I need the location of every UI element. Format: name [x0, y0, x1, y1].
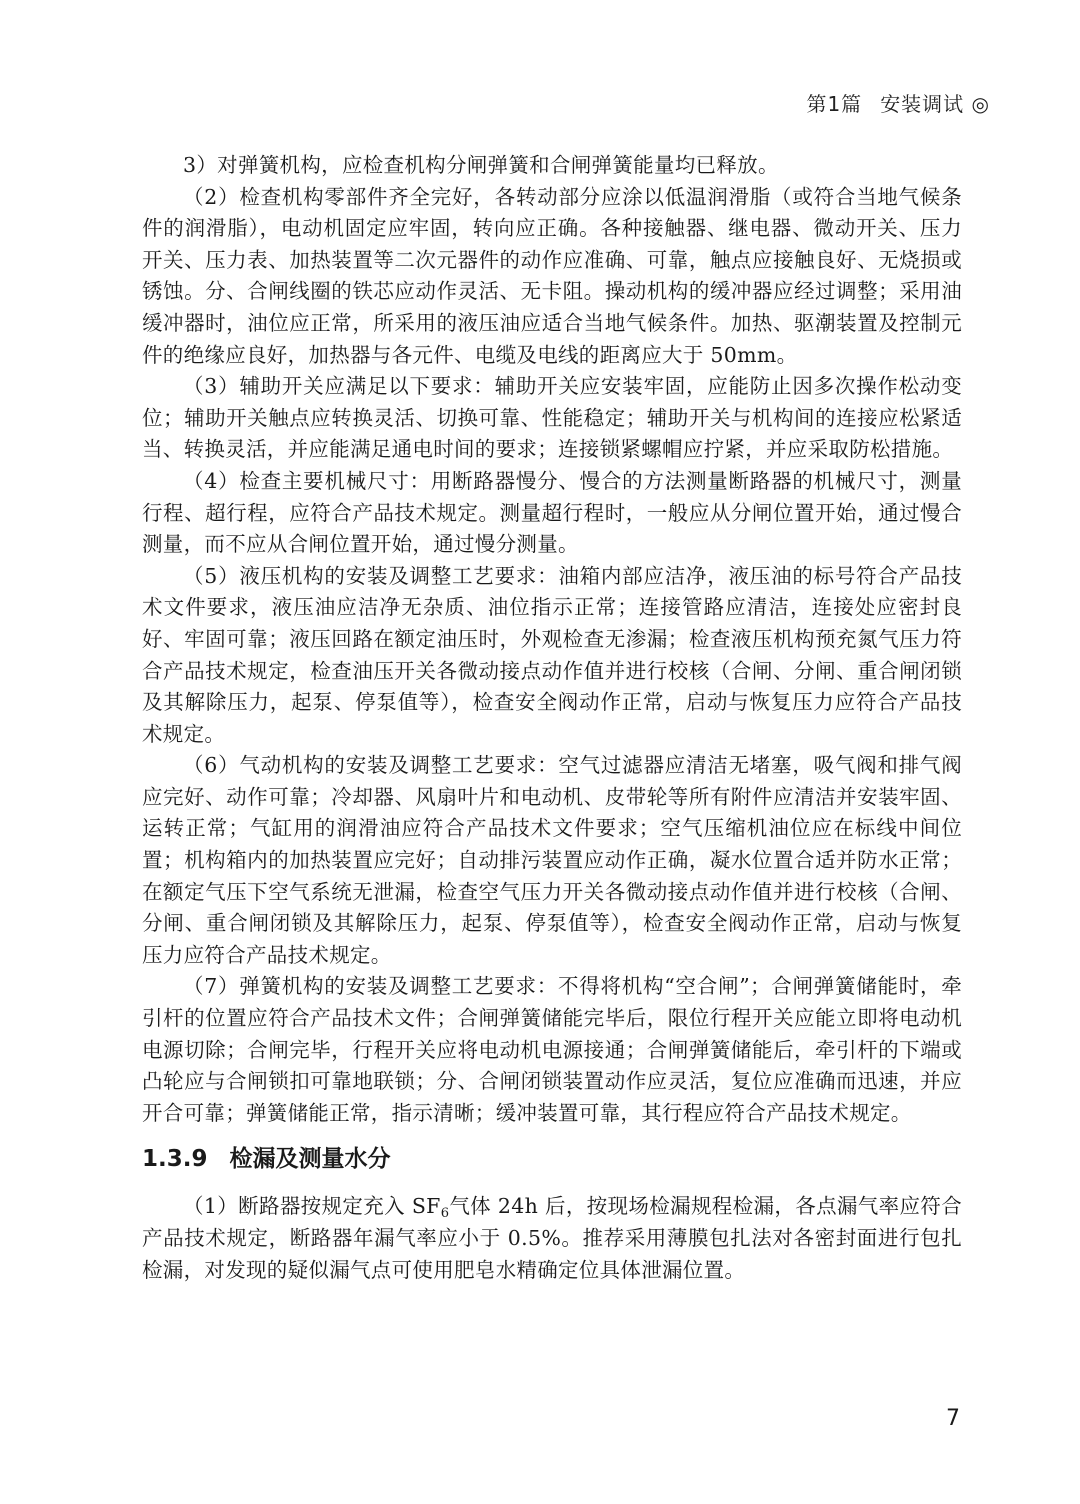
paragraph-leak-detection	[142, 1191, 962, 1286]
paragraph: （6）气动机构的安装及调整工艺要求：空气过滤器应清洁无堵塞，吸气阀和排气阀应完好、动作可靠；冷却器、风扇叶片和电动机、皮带轮等所有附件应清洁并安装牢固、运转正常；气缸用的润滑油应符合产品技术文件要求；空气压缩机油位应在标线中间位置；机构箱内的加热装置应完好；自动排污装置应动作正确，凝水位置合适并防水正常；在额定气压下空气系统无泄漏，检查空气压力开关各微动接点动作值并进行校核（合闸、分闸、重合闸闭锁及其解除压力，起泵、停泵值等），检查安全阀动作正常，启动与恢复压力应符合产品技术规定。	[142, 753, 962, 967]
paragraph: （7）弹簧机构的安装及调整工艺要求：不得将机构“空合闸”；合闸弹簧储能时，牵引杆的位置应符合产品技术文件；合闸弹簧储能完毕后，限位行程开关应能立即将电动机电源切除；合闸完毕，行程开关应将电动机电源接通；合闸弹簧储能后，牵引杆的下端或凸轮应与合闸锁扣可靠地联锁；分、合闸闭锁装置动作应灵活，复位应准确而迅速，并应开合可靠；弹簧储能正常，指示清晰；缓冲装置可靠，其行程应符合产品技术规定。	[142, 974, 962, 1125]
section-heading	[142, 1139, 962, 1179]
body-text	[142, 150, 962, 1286]
paragraph: （5）液压机构的安装及调整工艺要求：油箱内部应洁净，液压油的标号符合产品技术文件要求，液压油应洁净无杂质、油位指示正常；连接管路应清洁，连接处应密封良好、牢固可靠；液压回路在额定油压时，外观检查无渗漏；检查液压机构预充氮气压力符合产品技术规定，检查油压开关各微动接点动作值并进行校核（合闸、分闸、重合闸闭锁及其解除压力，起泵、停泵值等），检查安全阀动作正常，启动与恢复压力应符合产品技术规定。	[142, 563, 962, 746]
header-mark-icon: ◎	[971, 92, 990, 116]
header-part: 第1篇	[806, 92, 863, 116]
paragraph: （4）检查主要机械尺寸：用断路器慢分、慢合的方法测量断路器的机械尺寸，测量行程、超行程，应符合产品技术规定。测量超行程时，一般应从分闸位置开始，通过慢合测量，而不应从合闸位置开始，通过慢分测量。	[142, 468, 962, 557]
running-header	[806, 88, 990, 117]
paragraph: （2）检查机构零部件齐全完好，各转动部分应涂以低温润滑脂（或符合当地气候条件的润滑脂），电动机固定应牢固，转向应正确。各种接触器、继电器、微动开关、压力开关、压力表、加热装置等二次元器件的动作应准确、可靠，触点应接触良好、无烧损或锈蚀。分、合闸线圈的铁芯应动作灵活、无卡阻。操动机构的缓冲器应经过调整；采用油缓冲器时，油位应正常，所采用的液压油应适合当地气候条件。加热、驱潮装置及控制元件的绝缘应良好，加热器与各元件、电缆及电线的距离应大于 50mm。	[142, 184, 962, 367]
paragraph: 3）对弹簧机构，应检查机构分闸弹簧和合闸弹簧能量均已释放。	[183, 153, 779, 177]
page-number: 7	[946, 1406, 960, 1431]
section-title: 检漏及测量水分	[229, 1146, 391, 1173]
subscript: 6	[440, 1206, 450, 1222]
text-segment: （1）断路器按规定充入 SF	[183, 1194, 441, 1219]
paragraph: （3）辅助开关应满足以下要求：辅助开关应安装牢固，应能防止因多次操作松动变位；辅助开关触点应转换灵活、切换可靠、性能稳定；辅助开关与机构间的连接应松紧适当、转换灵活，并应能满足通电时间的要求；连接锁紧螺帽应拧紧，并应采取防松措施。	[142, 374, 962, 462]
section-number: 1.3.9	[142, 1146, 208, 1173]
header-title: 安装调试	[880, 92, 965, 116]
text-segment: 气体 24h 后，按现场检漏规程检漏，各点漏气率应符合产品技术规定，断路器年漏气率应小于 0.5%。推荐采用薄膜包扎法对各密封面进行包扎检漏，对发现的疑似漏气点可使用肥皂水精确定位具体泄漏位置。	[142, 1194, 962, 1282]
